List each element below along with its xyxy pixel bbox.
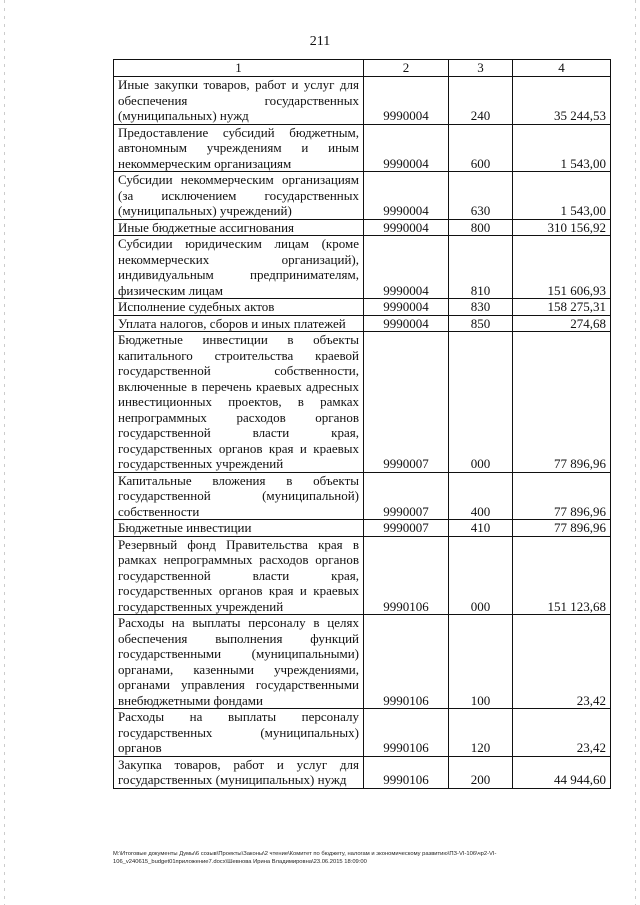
table-row	[114, 615, 611, 709]
cell-type: 100	[449, 615, 513, 709]
cell-amount: 77 896,96	[513, 520, 611, 537]
cell-name: Уплата налогов, сборов и иных платежей	[114, 315, 364, 332]
cell-code: 9990106	[364, 709, 449, 757]
column-header: 4	[513, 60, 611, 77]
cell-type: 000	[449, 536, 513, 615]
cell-name: Исполнение судебных актов	[114, 299, 364, 316]
scan-edge-right	[635, 0, 636, 905]
cell-amount: 77 896,96	[513, 332, 611, 473]
cell-type: 400	[449, 472, 513, 520]
table-row	[114, 299, 611, 316]
table-row	[114, 219, 611, 236]
table-row	[114, 315, 611, 332]
cell-code: 9990004	[364, 236, 449, 299]
cell-code: 9990106	[364, 615, 449, 709]
cell-code: 9990004	[364, 315, 449, 332]
cell-type: 630	[449, 172, 513, 220]
cell-amount: 1 543,00	[513, 124, 611, 172]
budget-table	[113, 59, 611, 789]
cell-name: Резервный фонд Правительства края в рамках непрограммных расходов органов государственной власти края, государственных органов края и краевых государственных учреждений	[114, 536, 364, 615]
cell-name: Капитальные вложения в объекты государственной (муниципальной) собственности	[114, 472, 364, 520]
cell-type: 120	[449, 709, 513, 757]
table-header-row	[114, 60, 611, 77]
table-row	[114, 472, 611, 520]
column-header: 3	[449, 60, 513, 77]
scan-edge-left	[4, 0, 5, 905]
cell-type: 000	[449, 332, 513, 473]
cell-amount: 23,42	[513, 615, 611, 709]
column-header: 1	[114, 60, 364, 77]
cell-amount: 77 896,96	[513, 472, 611, 520]
cell-amount: 274,68	[513, 315, 611, 332]
cell-code: 9990007	[364, 472, 449, 520]
cell-type: 850	[449, 315, 513, 332]
cell-name: Предоставление субсидий бюджетным, автономным учреждениям и иным некоммерческим организациям	[114, 124, 364, 172]
cell-type: 830	[449, 299, 513, 316]
cell-code: 9990007	[364, 332, 449, 473]
cell-code: 9990106	[364, 756, 449, 788]
cell-name: Расходы на выплаты персоналу государственных (муниципальных) органов	[114, 709, 364, 757]
cell-type: 600	[449, 124, 513, 172]
cell-name: Иные бюджетные ассигнования	[114, 219, 364, 236]
cell-amount: 151 606,93	[513, 236, 611, 299]
cell-type: 410	[449, 520, 513, 537]
cell-amount: 1 543,00	[513, 172, 611, 220]
cell-name: Бюджетные инвестиции в объекты капитального строительства краевой государственной собственности, включенные в перечень краевых адресных инвестиционных проектов, в рамках непрограммных расходов органов государственной власти края, государственных органов края и краевых государственных учреждений	[114, 332, 364, 473]
cell-amount: 23,42	[513, 709, 611, 757]
table-row	[114, 709, 611, 757]
cell-type: 810	[449, 236, 513, 299]
cell-name: Расходы на выплаты персоналу в целях обеспечения выполнения функций государственными (муниципальными) органами, казенными учреждениями, органами управления государственными внебюджетными фондами	[114, 615, 364, 709]
cell-code: 9990004	[364, 124, 449, 172]
page-number: 211	[309, 34, 331, 49]
table-row	[114, 756, 611, 788]
column-header: 2	[364, 60, 449, 77]
table-row	[114, 236, 611, 299]
cell-amount: 35 244,53	[513, 77, 611, 125]
table-row	[114, 520, 611, 537]
cell-name: Иные закупки товаров, работ и услуг для обеспечения государственных (муниципальных) нужд	[114, 77, 364, 125]
cell-amount: 158 275,31	[513, 299, 611, 316]
table-row	[114, 77, 611, 125]
cell-amount: 44 944,60	[513, 756, 611, 788]
cell-code: 9990007	[364, 520, 449, 537]
cell-type: 800	[449, 219, 513, 236]
cell-amount: 310 156,92	[513, 219, 611, 236]
cell-name: Закупка товаров, работ и услуг для государственных (муниципальных) нужд	[114, 756, 364, 788]
cell-code: 9990004	[364, 77, 449, 125]
cell-code: 9990004	[364, 299, 449, 316]
cell-code: 9990004	[364, 172, 449, 220]
cell-code: 9990004	[364, 219, 449, 236]
cell-code: 9990106	[364, 536, 449, 615]
table-row	[114, 536, 611, 615]
table-row	[114, 124, 611, 172]
cell-name: Субсидии некоммерческим организациям (за исключением государственных (муниципальных) учреждений)	[114, 172, 364, 220]
table-row	[114, 332, 611, 473]
cell-name: Бюджетные инвестиции	[114, 520, 364, 537]
document-path-footer: M:\Итоговые документы Думы\6 созыв\Проекты\Законы\2 чтение\Комитет по бюджету, налогам и экономическому развитию\ПЗ-VI-106\чр2-VI-106_v240615_budget01приложение7.docx\Шевнова Ирина Владимировна\23.06.2015 18:09:00	[113, 851, 497, 865]
cell-type: 240	[449, 77, 513, 125]
cell-amount: 151 123,68	[513, 536, 611, 615]
cell-name: Субсидии юридическим лицам (кроме некоммерческих организаций), индивидуальным предпринимателям, физическим лицам	[114, 236, 364, 299]
table-row	[114, 172, 611, 220]
cell-type: 200	[449, 756, 513, 788]
